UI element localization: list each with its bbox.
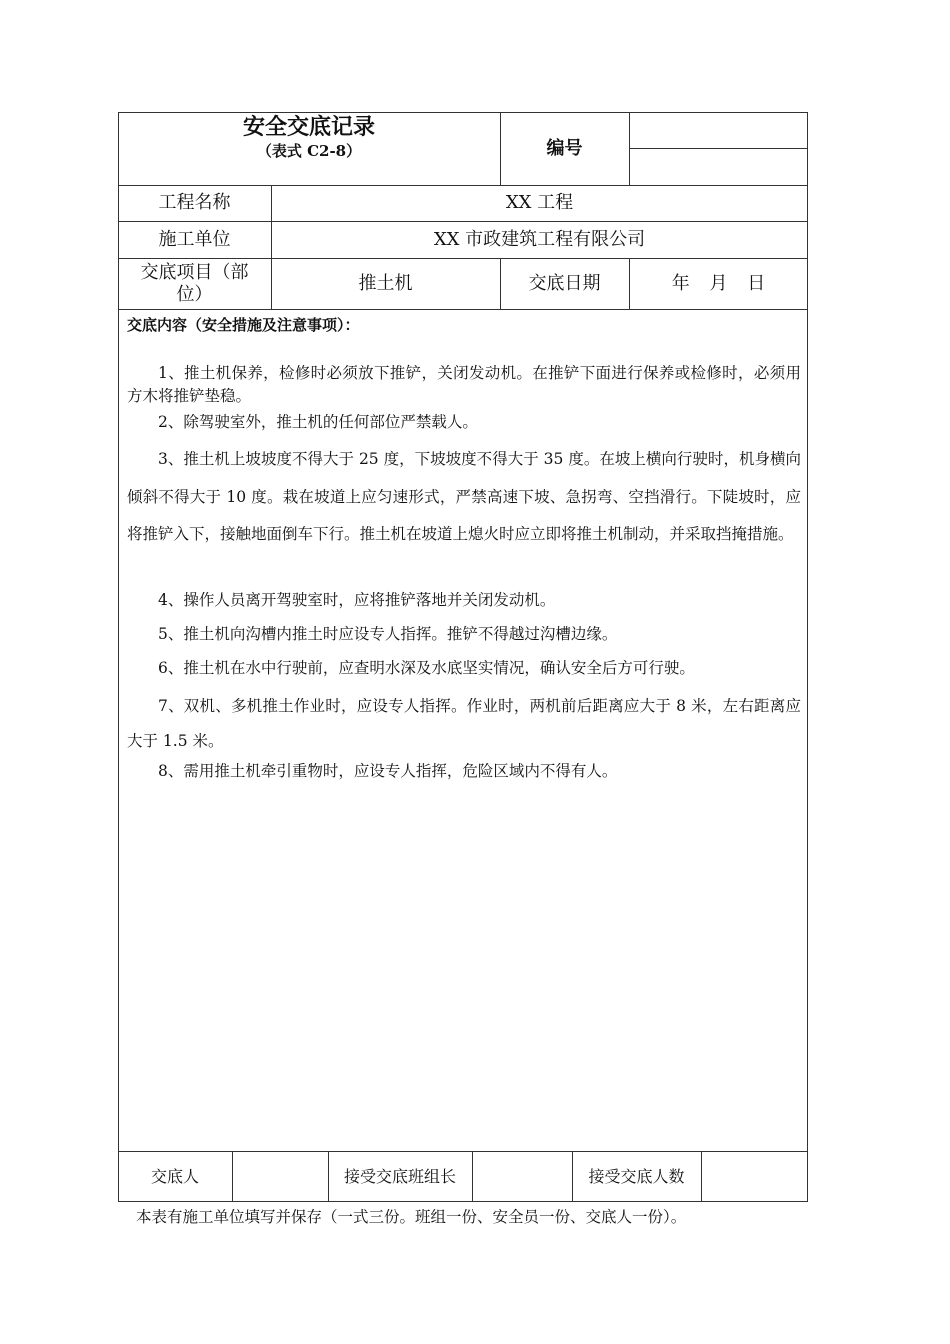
content-item-4: 4、操作人员离开驾驶室时，应将推铲落地并关闭发动机。 <box>158 591 556 609</box>
date-label: 交底日期 <box>528 272 601 294</box>
content-item-7: 7、双机、多机推土作业时，应设专人指挥。作业时，两机前后距离应大于 8 米，左右距离应大于 1.5 米。 <box>127 697 801 750</box>
contractor-label: 施工单位 <box>158 228 231 250</box>
content-item-5: 5、推土机向沟槽内推土时应设专人指挥。推铲不得越过沟槽边缘。 <box>158 625 618 643</box>
content-item-8: 8、需用推土机牵引重物时，应设专人指挥，危险区域内不得有人。 <box>158 762 618 780</box>
item-value[interactable]: 推土机 <box>358 272 413 294</box>
date-value[interactable]: 年 月 日 <box>671 272 766 294</box>
team-leader-label: 接受交底班组长 <box>343 1166 456 1186</box>
page-title: 安全交底记录 <box>242 114 375 140</box>
team-leader-value[interactable] <box>472 1151 572 1202</box>
recipient-count-label: 接受交底人数 <box>588 1166 685 1186</box>
number-value-1[interactable] <box>629 112 808 148</box>
content-item-6: 6、推土机在水中行驶前，应查明水深及水底坚实情况，确认安全后方可行驶。 <box>158 659 695 677</box>
item-label: 交底项目（部位） <box>140 261 249 305</box>
project-label: 工程名称 <box>158 192 231 213</box>
header-title-cell <box>118 112 500 185</box>
content-item-2: 2、除驾驶室外，推土机的任何部位严禁载人。 <box>158 413 478 431</box>
recipient-count-value[interactable] <box>701 1151 808 1202</box>
content-item-1: 1、推土机保养，检修时必须放下推铲，关闭发动机。在推铲下面进行保养或检修时，必须用方木将推铲垫稳。 <box>127 364 801 405</box>
form-code: （表式 C2-8） <box>256 142 362 160</box>
presenter-value[interactable] <box>232 1151 328 1202</box>
number-label: 编号 <box>546 137 583 159</box>
presenter-label: 交底人 <box>150 1166 199 1186</box>
content-item-3: 3、推土机上坡坡度不得大于 25 度，下坡坡度不得大于 35 度。在坡上横向行驶时，机身横向倾斜不得大于 10 度。栽在坡道上应匀速形式，严禁高速下坡、急拐弯、空挡滑行。下陡坡时，应将推铲入下，接触地面倒车下行。推土机在坡道上熄火时应立即将推土机制动，并采取挡掩措施。 <box>127 450 801 543</box>
project-value[interactable]: XX 工程 <box>505 192 574 213</box>
footer-note: 本表有施工单位填写并保存（一式三份。班组一份、安全员一份、交底人一份）。 <box>136 1208 687 1226</box>
contractor-value[interactable]: XX 市政建筑工程有限公司 <box>433 228 646 250</box>
content-heading: 交底内容（安全措施及注意事项）： <box>127 316 360 334</box>
rule-after-item <box>118 309 808 310</box>
number-value-2[interactable] <box>629 148 808 185</box>
